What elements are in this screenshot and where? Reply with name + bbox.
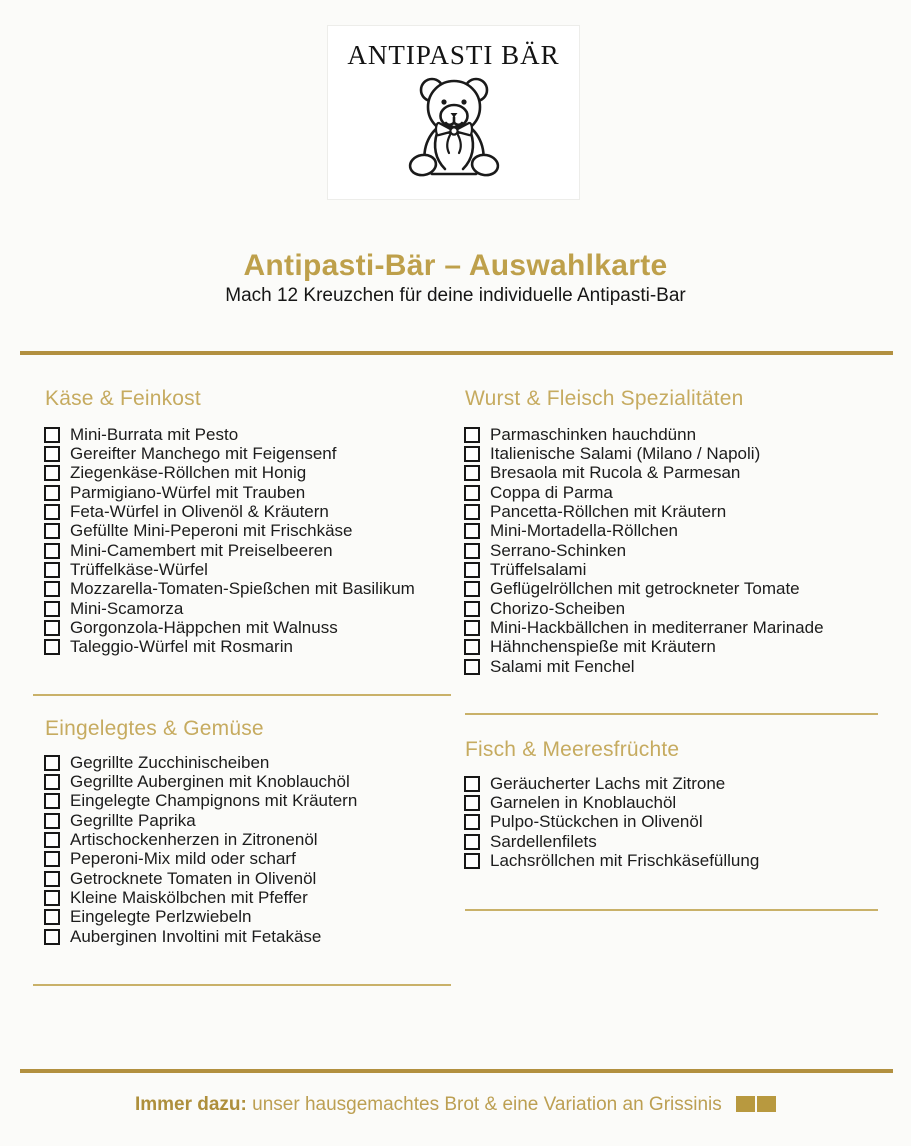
checkbox[interactable]	[44, 601, 60, 617]
item-label: Eingelegte Perlzwiebeln	[70, 907, 252, 927]
menu-item-row	[44, 425, 415, 444]
item-label: Peperoni-Mix mild oder scharf	[70, 849, 296, 869]
checkbox[interactable]	[44, 851, 60, 867]
menu-item-row	[44, 541, 415, 560]
menu-item-row	[44, 888, 357, 907]
item-label: Hähnchenspieße mit Kräutern	[490, 637, 716, 657]
checkbox[interactable]	[44, 485, 60, 501]
menu-item-row	[464, 464, 824, 483]
item-label: Coppa di Parma	[490, 482, 613, 502]
menu-item-row	[44, 483, 415, 502]
menu-item-row	[464, 522, 824, 541]
item-label: Parmigiano-Würfel mit Trauben	[70, 482, 306, 502]
checkbox[interactable]	[44, 465, 60, 481]
section-divider	[465, 713, 878, 715]
menu-item-row	[44, 502, 415, 521]
checkbox[interactable]	[464, 446, 480, 462]
item-label: Bresaola mit Rucola & Parmesan	[490, 463, 741, 483]
logo-box	[327, 25, 580, 200]
item-label: Taleggio-Würfel mit Rosmarin	[70, 637, 293, 657]
menu-item-row	[464, 580, 824, 599]
checkbox[interactable]	[44, 793, 60, 809]
menu-item-row	[44, 618, 415, 637]
menu-item-row	[464, 541, 824, 560]
menu-item-row	[464, 618, 824, 637]
checklist-kaese	[44, 425, 415, 657]
item-label: Mini-Burrata mit Pesto	[70, 424, 239, 444]
menu-item-row	[44, 869, 357, 888]
item-label: Kleine Maiskölbchen mit Pfeffer	[70, 888, 308, 908]
checkbox[interactable]	[44, 832, 60, 848]
checkbox[interactable]	[464, 465, 480, 481]
menu-item-row	[44, 792, 357, 811]
item-label: Auberginen Involtini mit Fetakäse	[70, 926, 322, 946]
checkbox[interactable]	[464, 620, 480, 636]
item-label: Getrocknete Tomaten in Olivenöl	[70, 868, 317, 888]
footer-divider	[20, 1069, 893, 1073]
menu-item-row	[464, 425, 824, 444]
checkbox[interactable]	[44, 929, 60, 945]
gold-squares-icon	[736, 1096, 776, 1112]
menu-item-row	[44, 753, 357, 772]
section-title-eingelegtes: Eingelegtes & Gemüse	[45, 717, 264, 740]
checkbox[interactable]	[44, 427, 60, 443]
brand-name: ANTIPASTI BÄR	[347, 40, 560, 70]
menu-item-row	[464, 444, 824, 463]
section-title-fisch: Fisch & Meeresfrüchte	[465, 738, 680, 761]
menu-item-row	[464, 483, 824, 502]
item-label: Salami mit Fenchel	[490, 656, 635, 676]
item-label: Gegrillte Paprika	[70, 810, 196, 830]
section-title-kaese: Käse & Feinkost	[45, 387, 201, 410]
checkbox[interactable]	[44, 755, 60, 771]
footer-text: unser hausgemachtes Brot & eine Variation an Grissinis	[252, 1094, 722, 1115]
item-label: Gegrillte Zucchinischeiben	[70, 752, 270, 772]
checkbox[interactable]	[44, 871, 60, 887]
checkbox[interactable]	[464, 659, 480, 675]
teddy-bear-icon	[394, 72, 514, 180]
checkbox[interactable]	[44, 446, 60, 462]
item-label: Mini-Scamorza	[70, 598, 184, 618]
menu-item-row	[44, 811, 357, 830]
footer-note	[0, 1094, 911, 1116]
menu-item-row	[44, 830, 357, 849]
checkbox[interactable]	[464, 795, 480, 811]
item-label: Parmaschinken hauchdünn	[490, 424, 697, 444]
checkbox[interactable]	[464, 639, 480, 655]
checkbox[interactable]	[44, 562, 60, 578]
checkbox[interactable]	[44, 639, 60, 655]
menu-item-row	[464, 599, 824, 618]
item-label: Trüffelkäse-Würfel	[70, 560, 208, 580]
menu-item-row	[44, 772, 357, 791]
menu-item-row	[464, 851, 759, 870]
checkbox[interactable]	[464, 562, 480, 578]
item-label: Feta-Würfel in Olivenöl & Kräutern	[70, 502, 329, 522]
menu-item-row	[464, 560, 824, 579]
item-label: Trüffelsalami	[490, 560, 587, 580]
checkbox[interactable]	[44, 620, 60, 636]
menu-item-row	[44, 522, 415, 541]
checkbox[interactable]	[464, 834, 480, 850]
checkbox[interactable]	[44, 774, 60, 790]
item-label: Mini-Camembert mit Preiselbeeren	[70, 540, 333, 560]
item-label: Lachsröllchen mit Frischkäsefüllung	[490, 851, 760, 871]
checkbox[interactable]	[464, 581, 480, 597]
item-label: Gefüllte Mini-Peperoni mit Frischkäse	[70, 521, 353, 541]
checklist-eingelegtes	[44, 753, 357, 946]
menu-item-row	[44, 580, 415, 599]
checkbox[interactable]	[44, 523, 60, 539]
checkbox[interactable]	[44, 543, 60, 559]
section-divider	[33, 984, 451, 986]
page-title: Antipasti-Bär – Auswahlkarte	[243, 249, 668, 282]
menu-item-row	[44, 850, 357, 869]
menu-item-row	[44, 444, 415, 463]
checkbox[interactable]	[464, 853, 480, 869]
footer-label: Immer dazu:	[134, 1094, 247, 1115]
menu-item-row	[464, 502, 824, 521]
item-label: Mini-Mortadella-Röllchen	[490, 521, 679, 541]
checkbox[interactable]	[44, 813, 60, 829]
checkbox[interactable]	[44, 581, 60, 597]
menu-item-row	[44, 638, 415, 657]
checkbox[interactable]	[464, 523, 480, 539]
checklist-wurst	[464, 425, 824, 676]
item-label: Mini-Hackbällchen in mediterraner Marinade	[490, 618, 824, 638]
checkbox[interactable]	[44, 890, 60, 906]
checkbox[interactable]	[44, 504, 60, 520]
item-label: Italienische Salami (Milano / Napoli)	[490, 444, 761, 464]
item-label: Geflügelröllchen mit getrockneter Tomate	[490, 579, 800, 599]
menu-item-row	[464, 832, 759, 851]
menu-item-row	[44, 927, 357, 946]
checkbox[interactable]	[464, 776, 480, 792]
item-label: Gereifter Manchego mit Feigensenf	[70, 444, 337, 464]
checkbox[interactable]	[464, 543, 480, 559]
item-label: Sardellenfilets	[490, 831, 597, 851]
item-label: Mozzarella-Tomaten-Spießchen mit Basilikum	[70, 579, 415, 599]
item-label: Geräucherter Lachs mit Zitrone	[490, 773, 726, 793]
menu-item-row	[464, 813, 759, 832]
menu-item-row	[464, 657, 824, 676]
section-divider	[33, 694, 451, 696]
checklist-fisch	[464, 774, 759, 871]
item-label: Chorizo-Scheiben	[490, 598, 626, 618]
checkbox[interactable]	[44, 909, 60, 925]
checkbox[interactable]	[464, 814, 480, 830]
menu-item-row	[44, 599, 415, 618]
menu-item-row	[44, 560, 415, 579]
menu-item-row	[464, 793, 759, 812]
item-label: Gorgonzola-Häppchen mit Walnuss	[70, 618, 338, 638]
menu-item-row	[44, 908, 357, 927]
item-label: Garnelen in Knoblauchöl	[490, 793, 677, 813]
section-title-wurst: Wurst & Fleisch Spezialitäten	[465, 387, 744, 410]
section-divider	[465, 909, 878, 911]
menu-item-row	[464, 638, 824, 657]
checkbox[interactable]	[464, 485, 480, 501]
menu-item-row	[464, 774, 759, 793]
menu-item-row	[44, 464, 415, 483]
checkbox[interactable]	[464, 504, 480, 520]
top-divider	[20, 351, 893, 355]
checkbox[interactable]	[464, 427, 480, 443]
item-label: Gegrillte Auberginen mit Knoblauchöl	[70, 772, 350, 792]
item-label: Ziegenkäse-Röllchen mit Honig	[70, 463, 307, 483]
page-subtitle: Mach 12 Kreuzchen für deine individuelle Antipasti-Bar	[225, 285, 686, 306]
item-label: Artischockenherzen in Zitronenöl	[70, 830, 318, 850]
item-label: Serrano-Schinken	[490, 540, 627, 560]
item-label: Eingelegte Champignons mit Kräutern	[70, 791, 358, 811]
checkbox[interactable]	[464, 601, 480, 617]
item-label: Pulpo-Stückchen in Olivenöl	[490, 812, 703, 832]
item-label: Pancetta-Röllchen mit Kräutern	[490, 502, 727, 522]
